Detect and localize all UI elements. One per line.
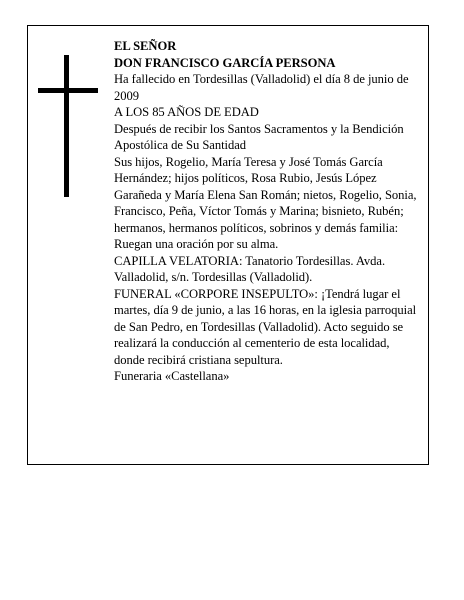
deceased-name: DON FRANCISCO GARCÍA PERSONA <box>114 55 336 70</box>
obituary-text <box>114 38 420 385</box>
cross-icon <box>38 55 98 197</box>
prayer-request: Ruegan una oración por su alma. <box>114 237 279 251</box>
death-statement: Ha fallecido en Tordesillas (Valladolid) el día 8 de junio de 2009 <box>114 72 409 103</box>
age-line: A LOS 85 AÑOS DE EDAD <box>114 105 259 119</box>
family-list: Sus hijos, Rogelio, María Teresa y José Tomás García Hernández; hijos políticos, Rosa Rubio, Jesús López Garañeda y María Elena San Román; nietos, Rogelio, Sonia, Francisco, Peña, Víctor Tomás y Marina; bisnieto, Rubén; hermanos, hermanos políticos, sobrinos y demás familia: <box>114 154 417 235</box>
honorific-line: EL SEÑOR <box>114 39 177 53</box>
funeral-home: Funeraria «Castellana» <box>114 369 230 383</box>
cross-vertical-bar <box>64 55 69 197</box>
sacraments-line: Después de recibir los Santos Sacramentos y la Bendición Apostólica de Su Santidad <box>114 121 404 152</box>
cross-horizontal-bar <box>38 88 98 93</box>
funeral-info: FUNERAL «CORPORE INSEPULTO»: ¡Tendrá lugar el martes, día 9 de junio, a las 16 horas, en la iglesia parroquial de San Pedro, en Tordesillas (Valladolid). Acto seguido se realizará la conducción al cementerio de esta localidad, donde recibirá cristiana sepultura. <box>114 286 417 367</box>
chapel-info: CAPILLA VELATORIA: Tanatorio Tordesillas. Avda. Valladolid, s/n. Tordesillas (Valladolid). <box>114 253 386 284</box>
